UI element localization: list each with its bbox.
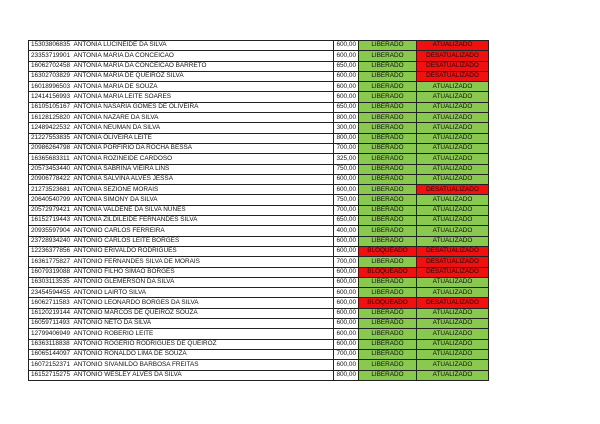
- row-code-cell[interactable]: 20935597904: [29, 226, 73, 236]
- row-status-cell[interactable]: BLOQUEADO: [359, 298, 417, 308]
- row-update-cell[interactable]: ATUALIZADO: [417, 174, 489, 184]
- row-name-cell[interactable]: ANTONIO FERNANDES SILVA DE MORAIS: [73, 257, 334, 267]
- table-row: [29, 308, 489, 318]
- row-value-cell[interactable]: 750,00: [334, 195, 359, 205]
- row-update-cell[interactable]: ATUALIZADO: [417, 133, 489, 143]
- row-name-cell[interactable]: ANTONIO SIVANILDO BARBOSA FREITAS: [73, 360, 334, 370]
- table-row: [29, 267, 489, 277]
- row-status-cell[interactable]: LIBERADO: [359, 205, 417, 215]
- table-row: [29, 360, 489, 370]
- row-status-cell[interactable]: LIBERADO: [359, 143, 417, 153]
- row-name-cell[interactable]: ANTONIA SEZIONE MORAIS: [73, 185, 334, 195]
- table-row: [29, 298, 489, 308]
- row-value-cell[interactable]: 600,00: [334, 92, 359, 102]
- row-name-cell[interactable]: ANTONIA SIMONY DA SILVA: [73, 195, 334, 205]
- row-value-cell[interactable]: 600,00: [334, 288, 359, 298]
- row-name-cell[interactable]: ANTONIO RONALDO LIMA DE SOUZA: [73, 349, 334, 359]
- row-name-cell[interactable]: ANTONIO WESLEY ALVES DA SILVA: [73, 370, 334, 380]
- row-value-cell[interactable]: 600,00: [334, 339, 359, 349]
- table-row: [29, 205, 489, 215]
- row-name-cell[interactable]: ANTONIA NAZARE DA SILVA: [73, 113, 334, 123]
- row-update-cell[interactable]: ATUALIZADO: [417, 205, 489, 215]
- table-row: [29, 164, 489, 174]
- row-name-cell[interactable]: ANTONIA MARIA DE QUEIROZ SILVA: [73, 71, 334, 81]
- row-update-cell[interactable]: ATUALIZADO: [417, 195, 489, 205]
- row-update-cell[interactable]: ATUALIZADO: [417, 154, 489, 164]
- table-row: [29, 329, 489, 339]
- row-update-cell[interactable]: ATUALIZADO: [417, 329, 489, 339]
- row-update-cell[interactable]: DESATUALIZADO: [417, 246, 489, 256]
- row-value-cell[interactable]: 800,00: [334, 133, 359, 143]
- row-name-cell[interactable]: ANTONIA MARIA DA CONCEICAO: [73, 51, 334, 61]
- row-value-cell[interactable]: 600,00: [334, 71, 359, 81]
- table-row: [29, 143, 489, 153]
- row-name-cell[interactable]: ANTONIA MARIA LEITE SOARES: [73, 92, 334, 102]
- row-status-cell[interactable]: LIBERADO: [359, 226, 417, 236]
- row-value-cell[interactable]: 650,00: [334, 102, 359, 112]
- row-code-cell[interactable]: 16062702458: [29, 61, 73, 71]
- table-row: [29, 257, 489, 267]
- row-update-cell[interactable]: ATUALIZADO: [417, 92, 489, 102]
- table-row: [29, 113, 489, 123]
- row-name-cell[interactable]: ANTONIO MARCOS DE QUEIROZ SOUZA: [73, 308, 334, 318]
- row-code-cell[interactable]: 16065144097: [29, 349, 73, 359]
- row-update-cell[interactable]: ATUALIZADO: [417, 349, 489, 359]
- row-status-cell[interactable]: LIBERADO: [359, 164, 417, 174]
- row-value-cell[interactable]: 650,00: [334, 61, 359, 71]
- row-update-cell[interactable]: DESATUALIZADO: [417, 71, 489, 81]
- row-status-cell[interactable]: LIBERADO: [359, 329, 417, 339]
- row-status-cell[interactable]: LIBERADO: [359, 154, 417, 164]
- row-name-cell[interactable]: ANTONIO ROBERIO LEITE: [73, 329, 334, 339]
- row-status-cell[interactable]: LIBERADO: [359, 308, 417, 318]
- table-row: [29, 71, 489, 81]
- table-row: [29, 246, 489, 256]
- table-row: [29, 82, 489, 92]
- table-body: [29, 41, 489, 381]
- row-value-cell[interactable]: 700,00: [334, 205, 359, 215]
- row-code-cell[interactable]: 16365683311: [29, 154, 73, 164]
- row-name-cell[interactable]: ANTONIA MARIA DE SOUZA: [73, 82, 334, 92]
- row-status-cell[interactable]: LIBERADO: [359, 123, 417, 133]
- row-name-cell[interactable]: ANTONIO LAIRTO SILVA: [73, 288, 334, 298]
- row-status-cell[interactable]: LIBERADO: [359, 370, 417, 380]
- row-update-cell[interactable]: DESATUALIZADO: [417, 185, 489, 195]
- row-code-cell[interactable]: 16072152371: [29, 360, 73, 370]
- row-update-cell[interactable]: ATUALIZADO: [417, 123, 489, 133]
- row-status-cell[interactable]: LIBERADO: [359, 339, 417, 349]
- row-update-cell[interactable]: ATUALIZADO: [417, 216, 489, 226]
- row-value-cell[interactable]: 800,00: [334, 370, 359, 380]
- row-value-cell[interactable]: 600,00: [334, 82, 359, 92]
- row-update-cell[interactable]: ATUALIZADO: [417, 339, 489, 349]
- row-update-cell[interactable]: ATUALIZADO: [417, 102, 489, 112]
- table-row: [29, 133, 489, 143]
- row-status-cell[interactable]: LIBERADO: [359, 174, 417, 184]
- row-name-cell[interactable]: ANTONIO ROGERIO RODRIGUES DE QUEIROZ: [73, 339, 334, 349]
- row-name-cell[interactable]: ANTONIA MARIA DA CONCEICAO BARRETO: [73, 61, 334, 71]
- row-value-cell[interactable]: 700,00: [334, 257, 359, 267]
- row-code-cell[interactable]: 20573453440: [29, 164, 73, 174]
- row-update-cell[interactable]: DESATUALIZADO: [417, 51, 489, 61]
- row-value-cell[interactable]: 400,00: [334, 226, 359, 236]
- spreadsheet-table: [28, 40, 489, 381]
- row-name-cell[interactable]: ANTONIA LUCINEIDE DA SILVA: [73, 41, 334, 51]
- row-status-cell[interactable]: LIBERADO: [359, 216, 417, 226]
- row-name-cell[interactable]: ANTONIA OLIVEIRA LEITE: [73, 133, 334, 143]
- table-row: [29, 370, 489, 380]
- row-value-cell[interactable]: 700,00: [334, 349, 359, 359]
- row-status-cell[interactable]: LIBERADO: [359, 82, 417, 92]
- row-code-cell[interactable]: 16105105167: [29, 102, 73, 112]
- row-value-cell[interactable]: 600,00: [334, 319, 359, 329]
- row-value-cell[interactable]: 600,00: [334, 185, 359, 195]
- row-code-cell[interactable]: 16018996503: [29, 82, 73, 92]
- row-name-cell[interactable]: ANTONIO GLEMERSON DA SILVA: [73, 277, 334, 287]
- row-code-cell[interactable]: 16363118838: [29, 339, 73, 349]
- table-row: [29, 61, 489, 71]
- table-row: [29, 123, 489, 133]
- row-code-cell[interactable]: 12414156993: [29, 92, 73, 102]
- row-status-cell[interactable]: LIBERADO: [359, 195, 417, 205]
- row-status-cell[interactable]: LIBERADO: [359, 71, 417, 81]
- row-value-cell[interactable]: 600,00: [334, 41, 359, 51]
- row-code-cell[interactable]: 12489422532: [29, 123, 73, 133]
- row-code-cell[interactable]: 16302703829: [29, 71, 73, 81]
- row-value-cell[interactable]: 600,00: [334, 174, 359, 184]
- row-value-cell[interactable]: 600,00: [334, 246, 359, 256]
- row-code-cell[interactable]: 16059711493: [29, 319, 73, 329]
- row-code-cell[interactable]: 23454594455: [29, 288, 73, 298]
- row-code-cell[interactable]: 16361775827: [29, 257, 73, 267]
- table-row: [29, 319, 489, 329]
- row-update-cell[interactable]: ATUALIZADO: [417, 113, 489, 123]
- row-value-cell[interactable]: 600,00: [334, 277, 359, 287]
- row-status-cell[interactable]: LIBERADO: [359, 257, 417, 267]
- table-row: [29, 339, 489, 349]
- row-name-cell[interactable]: ANTONIA PORFIRIO DA ROCHA BESSA: [73, 143, 334, 153]
- row-value-cell[interactable]: 300,00: [334, 123, 359, 133]
- row-code-cell[interactable]: 16152719443: [29, 216, 73, 226]
- row-value-cell[interactable]: 650,00: [334, 216, 359, 226]
- row-status-cell[interactable]: BLOQUEADO: [359, 246, 417, 256]
- row-value-cell[interactable]: 800,00: [334, 113, 359, 123]
- row-update-cell[interactable]: ATUALIZADO: [417, 319, 489, 329]
- row-update-cell[interactable]: DESATUALIZADO: [417, 267, 489, 277]
- row-value-cell[interactable]: 600,00: [334, 308, 359, 318]
- row-status-cell[interactable]: LIBERADO: [359, 92, 417, 102]
- table-row: [29, 92, 489, 102]
- row-name-cell[interactable]: ANTONIA SABRINA VIEIRA LINS: [73, 164, 334, 174]
- row-value-cell[interactable]: 600,00: [334, 298, 359, 308]
- row-name-cell[interactable]: ANTONIO CARLOS FERREIRA: [73, 226, 334, 236]
- row-update-cell[interactable]: ATUALIZADO: [417, 82, 489, 92]
- row-code-cell[interactable]: 16152715275: [29, 370, 73, 380]
- row-status-cell[interactable]: LIBERADO: [359, 288, 417, 298]
- table-row: [29, 41, 489, 51]
- row-value-cell[interactable]: 600,00: [334, 329, 359, 339]
- row-code-cell[interactable]: 20906778422: [29, 174, 73, 184]
- row-code-cell[interactable]: 16079319088: [29, 267, 73, 277]
- table-row: [29, 216, 489, 226]
- row-status-cell[interactable]: LIBERADO: [359, 133, 417, 143]
- row-name-cell[interactable]: ANTONIO CARLOS LEITE BORGES: [73, 236, 334, 246]
- row-status-cell[interactable]: LIBERADO: [359, 185, 417, 195]
- row-code-cell[interactable]: 16128125820: [29, 113, 73, 123]
- row-value-cell[interactable]: 750,00: [334, 164, 359, 174]
- row-status-cell[interactable]: LIBERADO: [359, 113, 417, 123]
- row-name-cell[interactable]: ANTONIO LEONARDO BORGES DA SILVA: [73, 298, 334, 308]
- row-update-cell[interactable]: ATUALIZADO: [417, 360, 489, 370]
- table-row: [29, 102, 489, 112]
- row-update-cell[interactable]: DESATUALIZADO: [417, 61, 489, 71]
- table-row: [29, 349, 489, 359]
- row-status-cell[interactable]: LIBERADO: [359, 41, 417, 51]
- row-value-cell[interactable]: 700,00: [334, 143, 359, 153]
- row-name-cell[interactable]: ANTONIO ERIVALDO RODRIGUES: [73, 246, 334, 256]
- row-code-cell[interactable]: 20640540799: [29, 195, 73, 205]
- row-code-cell[interactable]: 20572979421: [29, 205, 73, 215]
- table-row: [29, 288, 489, 298]
- row-value-cell[interactable]: 600,00: [334, 51, 359, 61]
- row-status-cell[interactable]: LIBERADO: [359, 319, 417, 329]
- row-status-cell[interactable]: LIBERADO: [359, 236, 417, 246]
- row-status-cell[interactable]: LIBERADO: [359, 102, 417, 112]
- row-name-cell[interactable]: ANTONIO FILHO SIMAO BORGES: [73, 267, 334, 277]
- row-status-cell[interactable]: LIBERADO: [359, 360, 417, 370]
- row-name-cell[interactable]: ANTONIA ROZINEIDE CARDOSO: [73, 154, 334, 164]
- row-update-cell[interactable]: ATUALIZADO: [417, 370, 489, 380]
- table-row: [29, 195, 489, 205]
- row-code-cell[interactable]: 23353719901: [29, 51, 73, 61]
- row-status-cell[interactable]: LIBERADO: [359, 61, 417, 71]
- row-code-cell[interactable]: 15303806835: [29, 41, 73, 51]
- row-update-cell[interactable]: ATUALIZADO: [417, 236, 489, 246]
- row-update-cell[interactable]: ATUALIZADO: [417, 288, 489, 298]
- row-update-cell[interactable]: ATUALIZADO: [417, 143, 489, 153]
- row-code-cell[interactable]: 16120219144: [29, 308, 73, 318]
- table-row: [29, 154, 489, 164]
- row-code-cell[interactable]: 20986264798: [29, 143, 73, 153]
- row-code-cell[interactable]: 21273523681: [29, 185, 73, 195]
- row-update-cell[interactable]: DESATUALIZADO: [417, 298, 489, 308]
- row-update-cell[interactable]: ATUALIZADO: [417, 41, 489, 51]
- row-status-cell[interactable]: LIBERADO: [359, 277, 417, 287]
- row-name-cell[interactable]: ANTONIA SALVINA ALVES JESSA: [73, 174, 334, 184]
- row-name-cell[interactable]: ANTONIA NASARIA GOMES DE OLIVEIRA: [73, 102, 334, 112]
- row-value-cell[interactable]: 600,00: [334, 267, 359, 277]
- row-name-cell[interactable]: ANTONIA NEUMAN DA SILVA: [73, 123, 334, 133]
- table-row: [29, 185, 489, 195]
- row-code-cell[interactable]: 16303113535: [29, 277, 73, 287]
- row-code-cell[interactable]: 21227553835: [29, 133, 73, 143]
- row-code-cell[interactable]: 23728934240: [29, 236, 73, 246]
- table-row: [29, 236, 489, 246]
- table-row: [29, 226, 489, 236]
- row-update-cell[interactable]: ATUALIZADO: [417, 226, 489, 236]
- row-update-cell[interactable]: ATUALIZADO: [417, 308, 489, 318]
- row-name-cell[interactable]: ANTONIO NETO DA SILVA: [73, 319, 334, 329]
- row-status-cell[interactable]: BLOQUEADO: [359, 267, 417, 277]
- row-code-cell[interactable]: 12799406949: [29, 329, 73, 339]
- row-name-cell[interactable]: ANTONIA VALDENE DA SILVA NUNES: [73, 205, 334, 215]
- table-row: [29, 277, 489, 287]
- row-value-cell[interactable]: 600,00: [334, 236, 359, 246]
- table-row: [29, 174, 489, 184]
- row-update-cell[interactable]: ATUALIZADO: [417, 277, 489, 287]
- row-name-cell[interactable]: ANTONIA ZILDILEIDE FERNANDES SILVA: [73, 216, 334, 226]
- row-status-cell[interactable]: LIBERADO: [359, 349, 417, 359]
- row-value-cell[interactable]: 600,00: [334, 360, 359, 370]
- row-value-cell[interactable]: 325,00: [334, 154, 359, 164]
- row-update-cell[interactable]: DESATUALIZADO: [417, 257, 489, 267]
- table-row: [29, 51, 489, 61]
- row-code-cell[interactable]: 12236377856: [29, 246, 73, 256]
- row-status-cell[interactable]: LIBERADO: [359, 51, 417, 61]
- row-code-cell[interactable]: 16062711583: [29, 298, 73, 308]
- row-update-cell[interactable]: ATUALIZADO: [417, 164, 489, 174]
